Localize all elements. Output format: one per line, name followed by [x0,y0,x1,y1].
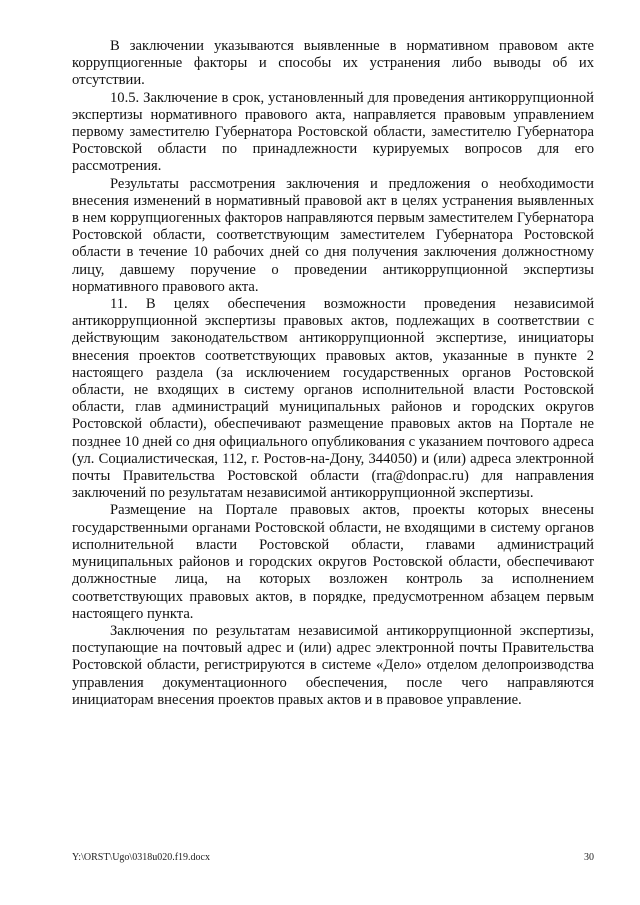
footer-file-path: Y:\ORST\Ugo\0318u020.f19.docx [72,852,210,863]
paragraph-independent-conclusions: Заключения по результатам независимой антикоррупционной экспертизы, поступающие на почтовый адрес и (или) адрес электронной почты Правительства Ростовской области, регистрируются в системе «Дело» отделом делопроизводства управления документационного обеспечения, после чего направляются инициаторам внесения проектов правых актов и в правовое управление. [72,622,594,708]
paragraph-11: 11. В целях обеспечения возможности проведения независимой антикоррупционной экспертизы правовых актов, подлежащих в соответствии с действующим законодательством антикоррупционной экспертизе, инициаторы внесения проектов соответствующих правовых актов, указанные в пункте 2 настоящего раздела (за исключением государственных органов Ростовской области, не входящих в систему органов исполнительной власти Ростовской области, глав администраций муниципальных районов и городских округов Ростовской области), обеспечивают размещение правовых актов на Портале не позднее 10 дней со дня официального опубликования с указанием почтового адреса (ул. Социалистическая, 112, г. Ростов-на-Дону, 344050) и (или) адреса электронной почты Правительства Ростовской области (rra@donpac.ru) для направления заключений по результатам независимой антикоррупционной экспертизы. [72,296,594,502]
document-body [72,38,594,709]
paragraph-conclusion-contents: В заключении указываются выявленные в нормативном правовом акте коррупциогенные факторы и способы их устранения либо выводы об их отсутствии. [72,38,594,89]
paragraph-10-5: 10.5. Заключение в срок, установленный для проведения антикоррупционной экспертизы нормативного правового акта, направляется правовым управлением первому заместителю Губернатора Ростовской области, заместителю Губернатора Ростовской области по принадлежности курируемых вопросов для его рассмотрения. [72,89,594,175]
paragraph-portal-placement: Размещение на Портале правовых актов, проекты которых внесены государственными органами Ростовской области, не входящими в систему органов исполнительной власти Ростовской области, главами администраций муниципальных районов и городских округов Ростовской области, обеспечивают должностные лица, на которых возложен контроль за исполнением соответствующих правовых актов, в порядке, предусмотренном абзацем первым настоящего пункта. [72,502,594,622]
paragraph-results-review: Результаты рассмотрения заключения и предложения о необходимости внесения изменений в нормативный правовой акт в целях устранения выявленных в нем коррупциогенных факторов направляются первым заместителем Губернатора Ростовской области, соответствующим заместителем Губернатора Ростовской области в течение 10 рабочих дней со дня получения заключения должностному лицу, давшему поручение о проведении антикоррупционной экспертизы нормативного правового акта. [72,175,594,295]
footer-page-number: 30 [584,852,594,863]
